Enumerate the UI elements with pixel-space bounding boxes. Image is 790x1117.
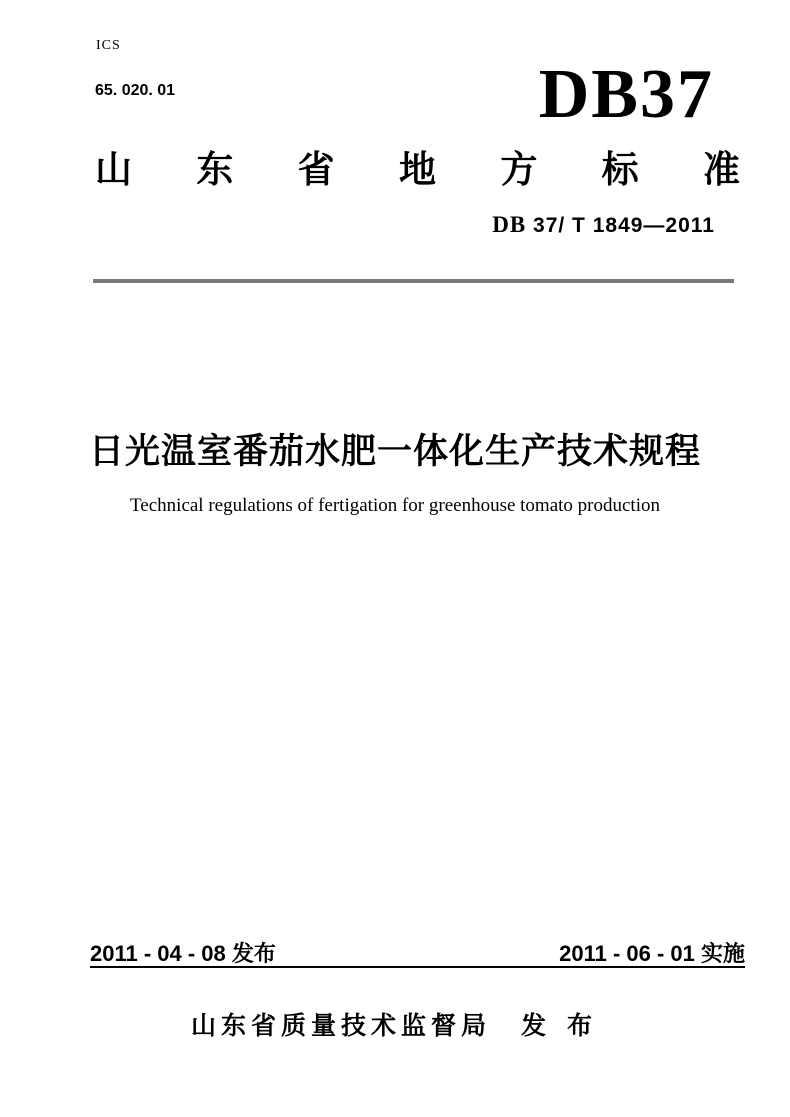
document-code <box>492 212 715 238</box>
implement-date: 2011 - 06 - 01 实施 <box>559 941 745 966</box>
db37-standard-logo: DB37 <box>538 56 714 133</box>
standard-category-title: 山 东 省 地 方 标 准 <box>95 149 740 190</box>
issue-date: 2011 - 04 - 08 发布 <box>90 941 276 966</box>
document-title-english: Technical regulations of fertigation for greenhouse tomato production <box>130 495 660 516</box>
document-code-number: 37/ T 1849—2011 <box>526 214 715 237</box>
dates-row <box>90 937 745 968</box>
header-divider-rule <box>93 279 734 283</box>
document-code-prefix: DB <box>492 212 527 237</box>
footer-divider-rule <box>90 966 745 968</box>
publisher-row <box>0 1006 790 1042</box>
publish-label: 发 布 <box>521 1012 599 1040</box>
document-title-chinese: 日光温室番茄水肥一体化生产技术规程 <box>88 432 701 471</box>
ics-label: ICS <box>96 38 121 53</box>
issuing-authority: 山东省质量技术监督局 <box>191 1012 492 1040</box>
ics-classification-code: 65. 020. 01 <box>95 82 176 99</box>
